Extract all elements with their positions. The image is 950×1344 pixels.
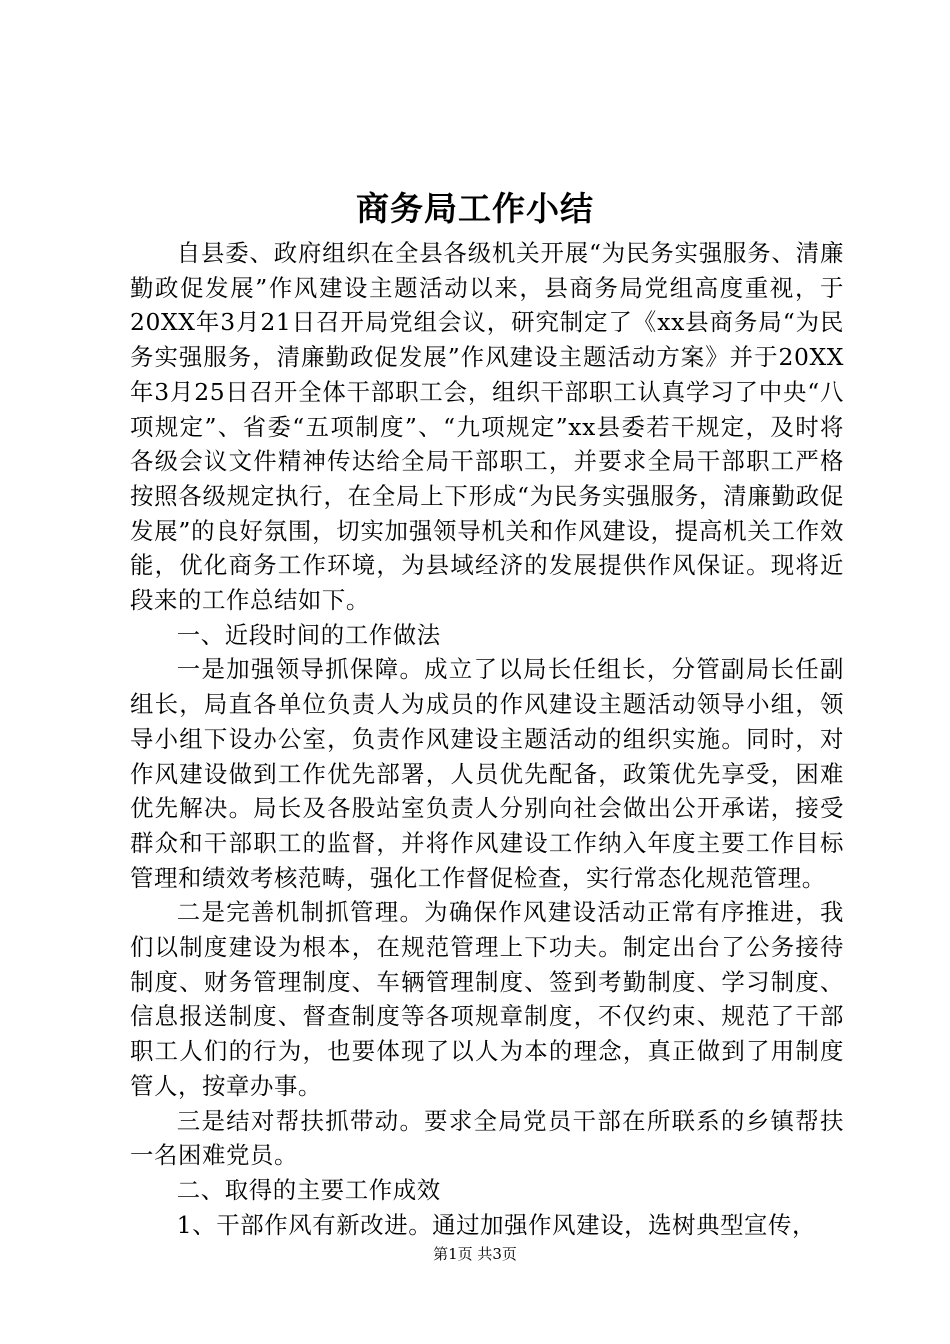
paragraph-assistance: 三是结对帮扶抓带动。要求全局党员干部在所联系的乡镇帮扶一名困难党员。 — [130, 1106, 844, 1170]
page-footer: 第1页 共3页 — [433, 1245, 517, 1263]
section-heading-2: 二、取得的主要工作成效 — [176, 1175, 441, 1204]
section-heading-1: 一、近段时间的工作做法 — [176, 620, 441, 649]
paragraph-leadership: 一是加强领导抓保障。成立了以局长任组长，分管副局长任副组长，局直各单位负责人为成员的作风建设主题活动领导小组，领导小组下设办公室，负责作风建设主题活动的组织实施。同时，对作风建设做到工作优先部署，人员优先配备，政策优先享受，困难优先解决。局长及各股站室负责人分别向社会做出公开承诺，接受群众和干部职工的监督，并将作风建设工作纳入年度主要工作目标管理和绩效考核范畴，强化工作督促检查，实行常态化规范管理。 — [130, 655, 844, 892]
document-body — [130, 236, 844, 1242]
paragraph-mechanism: 二是完善机制抓管理。为确保作风建设活动正常有序推进，我们以制度建设为根本，在规范管理上下功夫。制定出台了公务接待制度、财务管理制度、车辆管理制度、签到考勤制度、学习制度、信息报送制度、督查制度等各项规章制度，不仅约束、规范了干部职工人们的行为，也要体现了以人为本的理念，真正做到了用制度管人，按章办事。 — [130, 898, 844, 1100]
paragraph-results-1: 1、干部作风有新改进。通过加强作风建设，选树典型宣传， — [176, 1210, 817, 1239]
document-title: 商务局工作小结 — [356, 189, 594, 228]
paragraph-intro: 自县委、政府组织在全县各级机关开展“为民务实强服务、清廉勤政促发展”作风建设主题活动以来，县商务局党组高度重视，于20XX年3月21日召开局党组会议，研究制定了《xx县商务局“为民务实强服务，清廉勤政促发展”作风建设主题活动方案》并于20XX年3月25日召开全体干部职工会，组织干部职工认真学习了中央“八项规定”、省委“五项制度”、“九项规定”xx县委若干规定，及时将各级会议文件精神传达给全局干部职工，并要求全局干部职工严格按照各级规定执行，在全局上下形成“为民务实强服务，清廉勤政促发展”的良好氛围，切实加强领导机关和作风建设，提高机关工作效能，优化商务工作环境，为县域经济的发展提供作风保证。现将近段来的工作总结如下。 — [130, 239, 844, 615]
